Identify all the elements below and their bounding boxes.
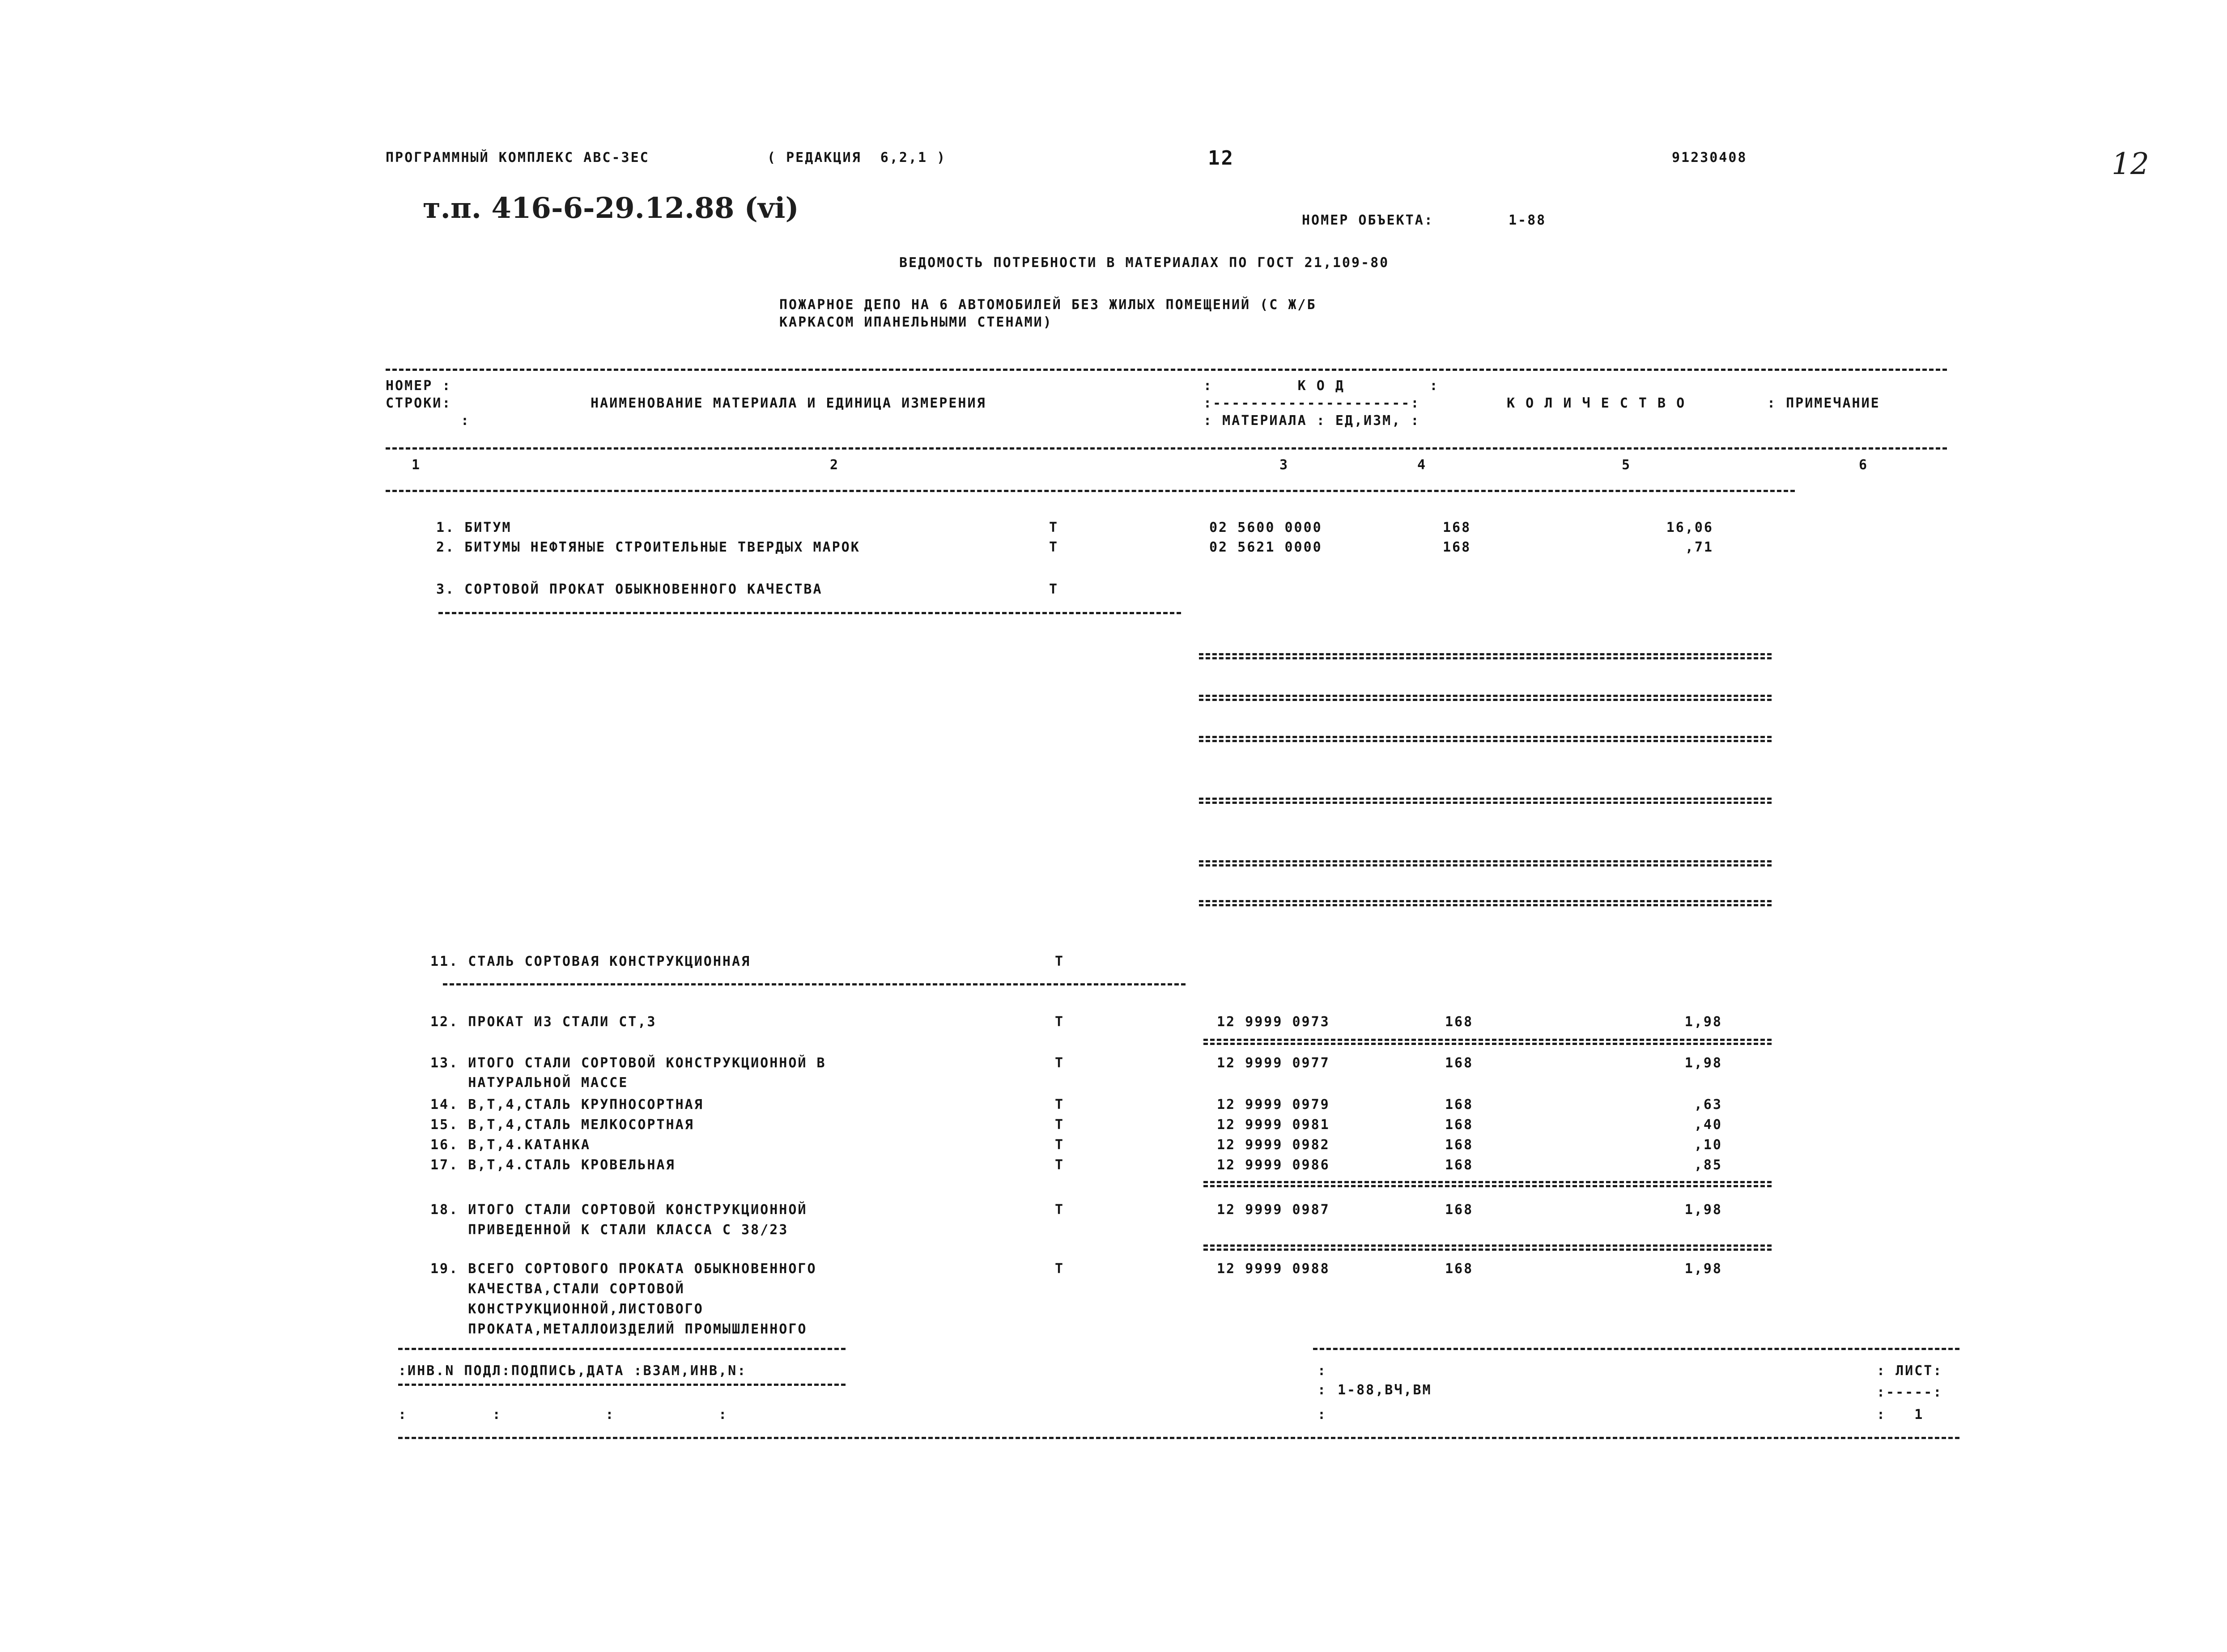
- code-group-rule: :---------------------:: [1203, 395, 1420, 411]
- doc-code-colon: :: [1318, 1363, 1327, 1379]
- footer-bottom-rule: [398, 1437, 1959, 1439]
- row-quantity: ,10: [1694, 1137, 1722, 1153]
- row-unit: Т: [1049, 520, 1059, 535]
- row-unit: Т: [1055, 1014, 1065, 1030]
- sheet-separator: :-----:: [1877, 1384, 1943, 1400]
- row-unit: Т: [1055, 1202, 1065, 1218]
- doc-code-colon-bottom: :: [1318, 1407, 1327, 1423]
- corner-page-number: 12: [2112, 147, 2149, 181]
- row-name: 3. СОРТОВОЙ ПРОКАТ ОБЫКНОВЕННОГО КАЧЕСТВА: [436, 582, 823, 597]
- group-rule: [443, 983, 1186, 985]
- row-material-code: 02 5600 0000: [1209, 520, 1322, 535]
- doc-code-prefix: :: [1318, 1382, 1327, 1398]
- row-quantity: 16,06: [1666, 520, 1713, 535]
- object-number-label: НОМЕР ОБЪЕКТА:: [1302, 212, 1434, 228]
- row-quantity: 1,98: [1684, 1014, 1722, 1030]
- column-number-4: 4: [1417, 457, 1427, 473]
- column-number-1: 1: [412, 457, 421, 473]
- row-number-header-2: СТРОКИ:: [386, 395, 452, 411]
- quantity-header: К О Л И Ч Е С Т В О: [1507, 395, 1686, 411]
- row-measure-code: 168: [1445, 1014, 1474, 1030]
- double-rule: [1199, 860, 1772, 866]
- subtitle-line-2: КАРКАСОМ ИПАНЕЛЬНЫМИ СТЕНАМИ): [779, 314, 1053, 330]
- row-material-code: 02 5621 0000: [1209, 539, 1322, 555]
- row-name: 13. ИТОГО СТАЛИ СОРТОВОЙ КОНСТРУКЦИОННОЙ В: [430, 1055, 826, 1071]
- column-number-3: 3: [1279, 457, 1289, 473]
- row-name-continued: КАЧЕСТВА,СТАЛИ СОРТОВОЙ: [430, 1281, 685, 1297]
- row-name-continued: ПРИВЕДЕННОЙ К СТАЛИ КЛАССА С 38/23: [430, 1222, 789, 1238]
- row-unit: Т: [1055, 954, 1065, 969]
- row-measure-code: 168: [1445, 1157, 1474, 1173]
- row-quantity: 1,98: [1684, 1055, 1722, 1071]
- row-material-code: 12 9999 0979: [1217, 1097, 1330, 1113]
- note-header: : ПРИМЕЧАНИЕ: [1767, 395, 1880, 411]
- row-name: 19. ВСЕГО СОРТОВОГО ПРОКАТА ОБЫКНОВЕННОГО: [430, 1261, 817, 1277]
- row-material-code: 12 9999 0973: [1217, 1014, 1330, 1030]
- double-rule: [1199, 653, 1772, 659]
- row-material-code: 12 9999 0981: [1217, 1117, 1330, 1133]
- subtitle-line-1: ПОЖАРНОЕ ДЕПО НА 6 АВТОМОБИЛЕЙ БЕЗ ЖИЛЫХ ПОМЕЩЕНИЙ (С Ж/Б: [779, 297, 1317, 313]
- row-material-code: 12 9999 0986: [1217, 1157, 1330, 1173]
- column-numbers-rule: [386, 490, 1795, 492]
- row-material-code: 12 9999 0977: [1217, 1055, 1330, 1071]
- row-quantity: ,63: [1694, 1097, 1722, 1113]
- row-name: 2. БИТУМЫ НЕФТЯНЫЕ СТРОИТЕЛЬНЫЕ ТВЕРДЫХ МАРОК: [436, 539, 860, 555]
- code-subheader: : МАТЕРИАЛА : ЕД,ИЗМ, :: [1203, 413, 1420, 429]
- row-material-code: 12 9999 0982: [1217, 1137, 1330, 1153]
- row-unit: Т: [1055, 1137, 1065, 1153]
- double-rule: [1199, 695, 1772, 701]
- double-rule: [1199, 798, 1772, 804]
- page-title: ВЕДОМОСТЬ ПОТРЕБНОСТИ В МАТЕРИАЛАХ ПО ГОСТ 21,109-80: [899, 255, 1390, 271]
- row-number-header-1: НОМЕР :: [386, 378, 452, 394]
- page-number: 12: [1208, 147, 1234, 170]
- row-name: 1. БИТУМ: [436, 520, 512, 535]
- stamp-cells: : : : :: [398, 1407, 728, 1423]
- handwritten-reference: т.п. 416-6-29.12.88 (vi): [423, 191, 799, 225]
- row-measure-code: 168: [1445, 1137, 1474, 1153]
- row-measure-code: 168: [1445, 1202, 1474, 1218]
- column-number-6: 6: [1859, 457, 1869, 473]
- row-quantity: ,85: [1694, 1157, 1722, 1173]
- doc-code: 1-88,ВЧ,ВМ: [1338, 1382, 1432, 1398]
- row-number-header-3: :: [461, 413, 471, 429]
- double-rule: [1199, 900, 1772, 906]
- double-rule: [1203, 1181, 1772, 1187]
- row-measure-code: 168: [1445, 1055, 1474, 1071]
- row-unit: Т: [1049, 582, 1059, 597]
- edition: ( РЕДАКЦИЯ 6,2,1 ): [767, 150, 947, 166]
- row-measure-code: 168: [1445, 1117, 1474, 1133]
- row-measure-code: 168: [1443, 520, 1471, 535]
- stamp-header: :ИНВ.N ПОДЛ:ПОДПИСЬ,ДАТА :ВЗАМ,ИНВ,N:: [398, 1363, 747, 1379]
- row-unit: Т: [1055, 1055, 1065, 1071]
- row-name: 11. СТАЛЬ СОРТОВАЯ КОНСТРУКЦИОННАЯ: [430, 954, 751, 969]
- row-unit: Т: [1049, 539, 1059, 555]
- document-code: 91230408: [1672, 150, 1747, 166]
- row-name: 15. В,Т,4,СТАЛЬ МЕЛКОСОРТНАЯ: [430, 1117, 694, 1133]
- double-rule: [1203, 1244, 1772, 1251]
- row-quantity: 1,98: [1684, 1261, 1722, 1277]
- group-rule: [438, 612, 1181, 614]
- double-rule: [1199, 736, 1772, 742]
- title-block-top-rule: [1313, 1348, 1959, 1350]
- object-number: 1-88: [1509, 212, 1547, 228]
- double-rule: [1203, 1039, 1772, 1045]
- row-quantity: ,71: [1685, 539, 1713, 555]
- material-name-header: НАИМЕНОВАНИЕ МАТЕРИАЛА И ЕДИНИЦА ИЗМЕРЕНИЯ: [591, 395, 986, 411]
- program-name: ПРОГРАММНЫЙ КОМПЛЕКС АВС-ЗЕС: [386, 150, 650, 166]
- row-measure-code: 168: [1445, 1261, 1474, 1277]
- row-measure-code: 168: [1443, 539, 1471, 555]
- row-quantity: 1,98: [1684, 1202, 1722, 1218]
- row-name-continued: ПРОКАТА,МЕТАЛЛОИЗДЕЛИЙ ПРОМЫШЛЕННОГО: [430, 1321, 808, 1337]
- row-measure-code: 168: [1445, 1097, 1474, 1113]
- row-material-code: 12 9999 0987: [1217, 1202, 1330, 1218]
- row-name: 12. ПРОКАТ ИЗ СТАЛИ СТ,3: [430, 1014, 657, 1030]
- sheet-label: : ЛИСТ:: [1877, 1363, 1943, 1379]
- stamp-top-rule: [398, 1348, 846, 1350]
- sheet-number: : 1: [1877, 1407, 1924, 1423]
- table-top-rule: [386, 369, 1947, 371]
- row-name-continued: КОНСТРУКЦИОННОЙ,ЛИСТОВОГО: [430, 1301, 704, 1317]
- row-name: 16. В,Т,4.КАТАНКА: [430, 1137, 591, 1153]
- column-number-2: 2: [830, 457, 840, 473]
- row-unit: Т: [1055, 1097, 1065, 1113]
- stamp-mid-rule: [398, 1384, 846, 1386]
- row-name: 14. В,Т,4,СТАЛЬ КРУПНОСОРТНАЯ: [430, 1097, 704, 1113]
- row-name: 18. ИТОГО СТАЛИ СОРТОВОЙ КОНСТРУКЦИОННОЙ: [430, 1202, 808, 1218]
- header-rule: [386, 447, 1947, 450]
- row-name: 17. В,Т,4.СТАЛЬ КРОВЕЛЬНАЯ: [430, 1157, 676, 1173]
- row-material-code: 12 9999 0988: [1217, 1261, 1330, 1277]
- row-name-continued: НАТУРАЛЬНОЙ МАССЕ: [430, 1075, 629, 1091]
- row-unit: Т: [1055, 1261, 1065, 1277]
- column-number-5: 5: [1622, 457, 1632, 473]
- row-unit: Т: [1055, 1117, 1065, 1133]
- row-quantity: ,40: [1694, 1117, 1722, 1133]
- code-group-header: : К О Д :: [1203, 378, 1439, 394]
- row-unit: Т: [1055, 1157, 1065, 1173]
